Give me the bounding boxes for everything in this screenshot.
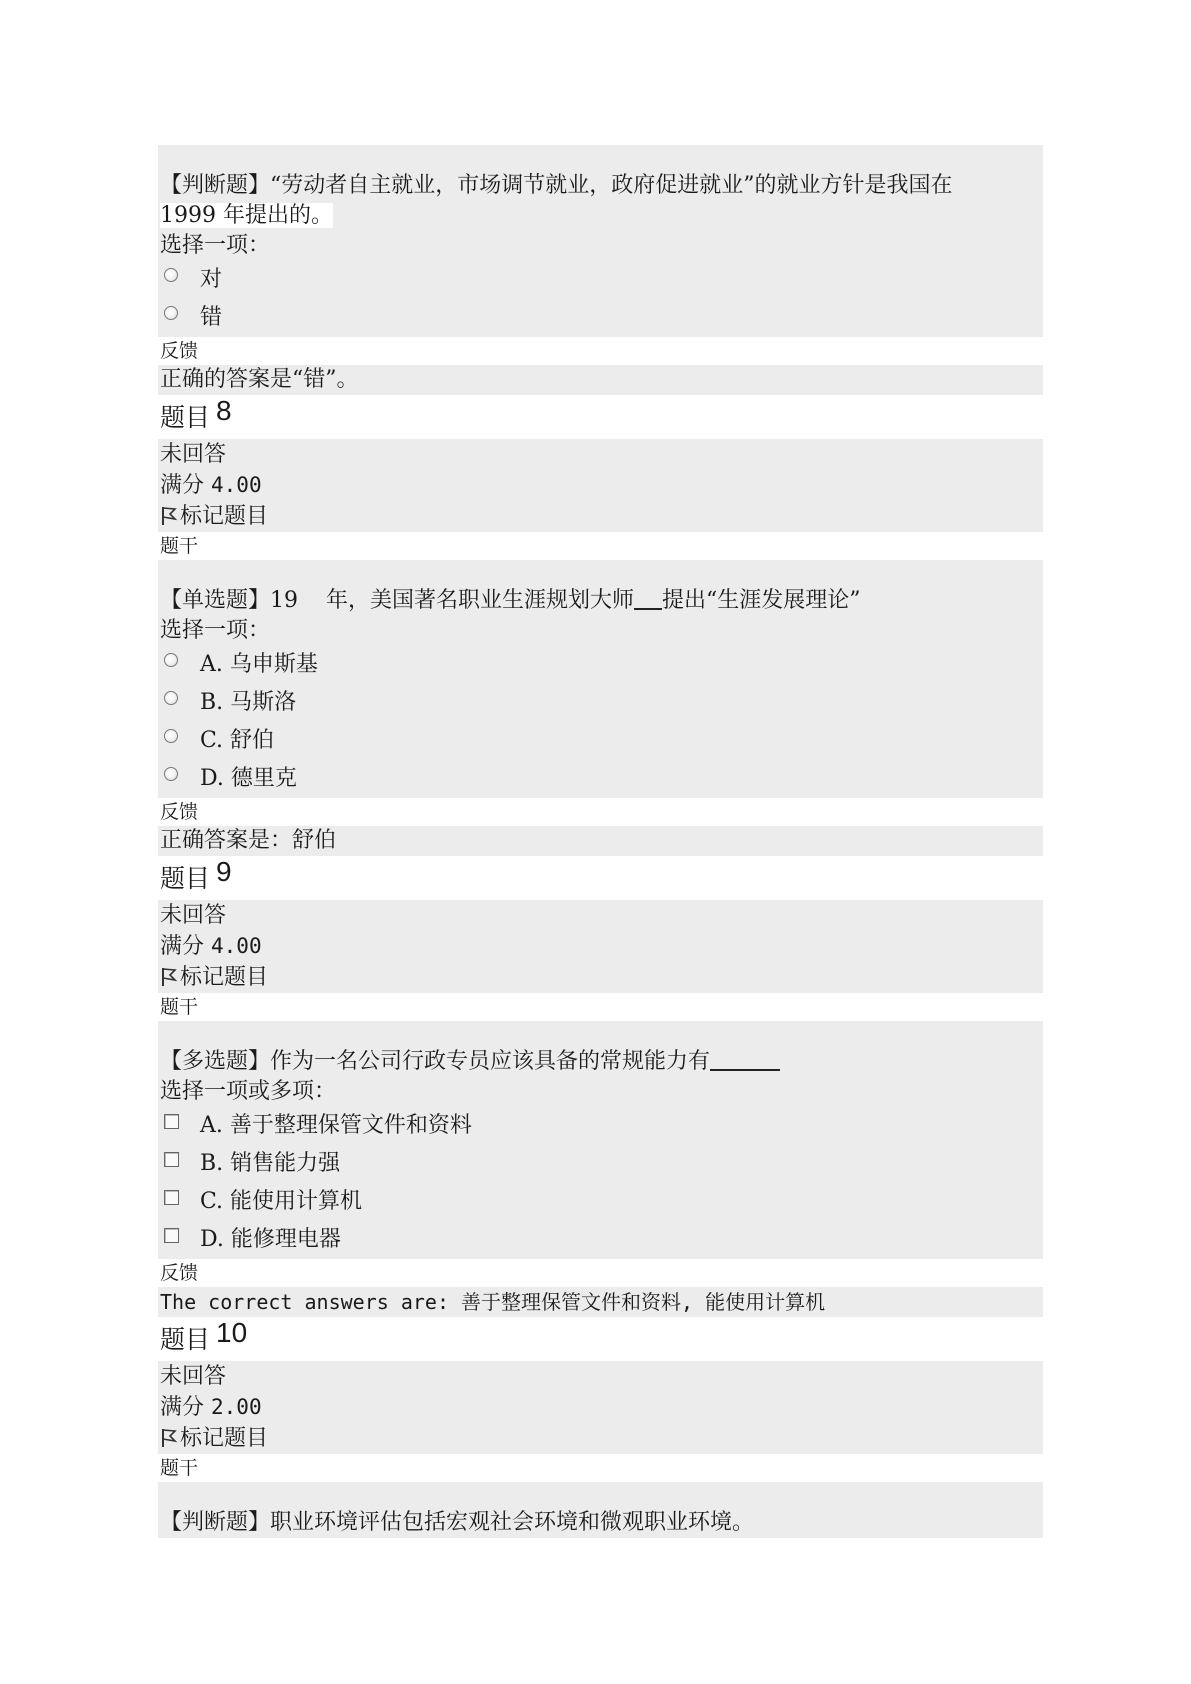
question-number: 10 bbox=[216, 1317, 248, 1348]
feedback-label: 反馈 bbox=[158, 1259, 1043, 1287]
question-stem-text: 【单选题】19 bbox=[160, 588, 298, 613]
question-info-q8 bbox=[158, 439, 1043, 532]
flag-icon bbox=[160, 967, 178, 987]
option-a[interactable] bbox=[160, 1107, 1041, 1145]
option-label: 对 bbox=[200, 267, 223, 292]
choice-prompt: 选择一项或多项： bbox=[160, 1079, 337, 1104]
choice-prompt: 选择一项： bbox=[160, 233, 271, 258]
flag-label: 标记题目 bbox=[180, 965, 269, 990]
answer-area-q9 bbox=[158, 1077, 1043, 1259]
checkbox[interactable] bbox=[164, 1114, 179, 1129]
option-label: 德里克 bbox=[230, 766, 297, 791]
option-letter: A. bbox=[200, 652, 223, 677]
option-c[interactable] bbox=[160, 722, 1041, 760]
option-label: 能修理电器 bbox=[230, 1227, 341, 1252]
max-score bbox=[160, 470, 1041, 501]
checkbox[interactable] bbox=[164, 1228, 179, 1243]
fill-blank bbox=[634, 588, 662, 610]
flag-question-link[interactable] bbox=[160, 1423, 1041, 1454]
flag-question-link[interactable] bbox=[160, 962, 1041, 993]
question-stem-text: 【多选题】作为一名公司行政专员应该具备的常规能力有 bbox=[160, 1049, 711, 1074]
fill-blank bbox=[710, 1049, 780, 1071]
question-stem-text: 1999 年提出的。 bbox=[160, 203, 333, 228]
option-label: 乌申斯基 bbox=[229, 652, 318, 677]
question-number: 8 bbox=[216, 395, 232, 426]
question-stem-q9 bbox=[158, 1047, 1043, 1077]
flag-icon bbox=[160, 506, 178, 526]
question-stem-text: 提出“生涯发展理论” bbox=[662, 588, 861, 613]
radio-button[interactable] bbox=[164, 691, 178, 705]
question-stem-q8 bbox=[158, 586, 1043, 616]
question-title-prefix: 题目 bbox=[160, 403, 211, 432]
stem-spacer bbox=[158, 560, 1043, 586]
feedback-label: 反馈 bbox=[158, 337, 1043, 365]
question-number: 9 bbox=[216, 856, 232, 887]
option-letter: C. bbox=[200, 1189, 224, 1214]
flag-icon bbox=[160, 1428, 178, 1448]
option-letter: D. bbox=[200, 1227, 224, 1252]
flag-label: 标记题目 bbox=[180, 1426, 269, 1451]
question-stem-q7 bbox=[158, 171, 1043, 231]
answer-status: 未回答 bbox=[160, 442, 227, 467]
option-label: 错 bbox=[200, 305, 223, 330]
answer-status: 未回答 bbox=[160, 903, 227, 928]
quiz-document bbox=[158, 145, 1043, 1538]
option-b[interactable] bbox=[160, 684, 1041, 722]
option-c[interactable] bbox=[160, 1183, 1041, 1221]
stem-spacer bbox=[158, 1482, 1043, 1508]
question-info-q10 bbox=[158, 1361, 1043, 1454]
max-score bbox=[160, 1392, 1041, 1423]
correct-answer: 正确的答案是“错”。 bbox=[158, 365, 1043, 395]
option-false[interactable] bbox=[160, 299, 1041, 337]
stem-spacer bbox=[158, 1021, 1043, 1047]
stem-label: 题干 bbox=[158, 993, 1043, 1021]
option-label: 善于整理保管文件和资料 bbox=[229, 1113, 472, 1138]
score-value: 2.00 bbox=[211, 1395, 262, 1419]
option-letter: B. bbox=[200, 690, 224, 715]
option-b[interactable] bbox=[160, 1145, 1041, 1183]
score-value: 4.00 bbox=[211, 934, 262, 958]
choice-prompt: 选择一项： bbox=[160, 618, 271, 643]
option-letter: C. bbox=[200, 728, 224, 753]
answer-area-q8 bbox=[158, 616, 1043, 798]
option-label: 马斯洛 bbox=[230, 690, 297, 715]
question-stem-text: 年，美国著名职业生涯规划大师 bbox=[326, 588, 635, 613]
question-title-q8 bbox=[158, 395, 1043, 439]
checkbox[interactable] bbox=[164, 1190, 179, 1205]
option-letter: B. bbox=[200, 1151, 224, 1176]
stem-label: 题干 bbox=[158, 1454, 1043, 1482]
option-true[interactable] bbox=[160, 261, 1041, 299]
radio-button[interactable] bbox=[164, 653, 178, 667]
correct-answer: The correct answers are: 善于整理保管文件和资料, 能使用计算机 bbox=[158, 1287, 1043, 1317]
option-label: 舒伯 bbox=[230, 728, 275, 753]
question-stem-q10 bbox=[158, 1508, 1043, 1538]
option-label: 能使用计算机 bbox=[230, 1189, 363, 1214]
question-title-q10 bbox=[158, 1317, 1043, 1361]
radio-button[interactable] bbox=[164, 767, 178, 781]
question-info-q9 bbox=[158, 900, 1043, 993]
answer-area-q7 bbox=[158, 231, 1043, 337]
option-a[interactable] bbox=[160, 646, 1041, 684]
option-letter: D. bbox=[200, 766, 224, 791]
question-title-q9 bbox=[158, 856, 1043, 900]
option-letter: A. bbox=[200, 1113, 223, 1138]
question-stem-text: 【判断题】“劳动者自主就业，市场调节就业，政府促进就业”的就业方针是我国在 bbox=[160, 173, 953, 198]
checkbox[interactable] bbox=[164, 1152, 179, 1167]
option-label: 销售能力强 bbox=[230, 1151, 341, 1176]
flag-question-link[interactable] bbox=[160, 501, 1041, 532]
radio-button[interactable] bbox=[164, 268, 178, 282]
radio-button[interactable] bbox=[164, 729, 178, 743]
feedback-label: 反馈 bbox=[158, 798, 1043, 826]
question-stem-text: 【判断题】职业环境评估包括宏观社会环境和微观职业环境。 bbox=[160, 1510, 755, 1535]
option-d[interactable] bbox=[160, 760, 1041, 798]
flag-label: 标记题目 bbox=[180, 504, 269, 529]
radio-button[interactable] bbox=[164, 306, 178, 320]
stem-spacer bbox=[158, 145, 1043, 171]
max-score bbox=[160, 931, 1041, 962]
option-d[interactable] bbox=[160, 1221, 1041, 1259]
question-title-prefix: 题目 bbox=[160, 1325, 211, 1354]
correct-answer: 正确答案是：舒伯 bbox=[158, 826, 1043, 856]
score-label: 满分 bbox=[160, 934, 205, 959]
question-title-prefix: 题目 bbox=[160, 864, 211, 893]
score-label: 满分 bbox=[160, 473, 205, 498]
answer-status: 未回答 bbox=[160, 1364, 227, 1389]
stem-label: 题干 bbox=[158, 532, 1043, 560]
score-label: 满分 bbox=[160, 1395, 205, 1420]
score-value: 4.00 bbox=[211, 473, 262, 497]
